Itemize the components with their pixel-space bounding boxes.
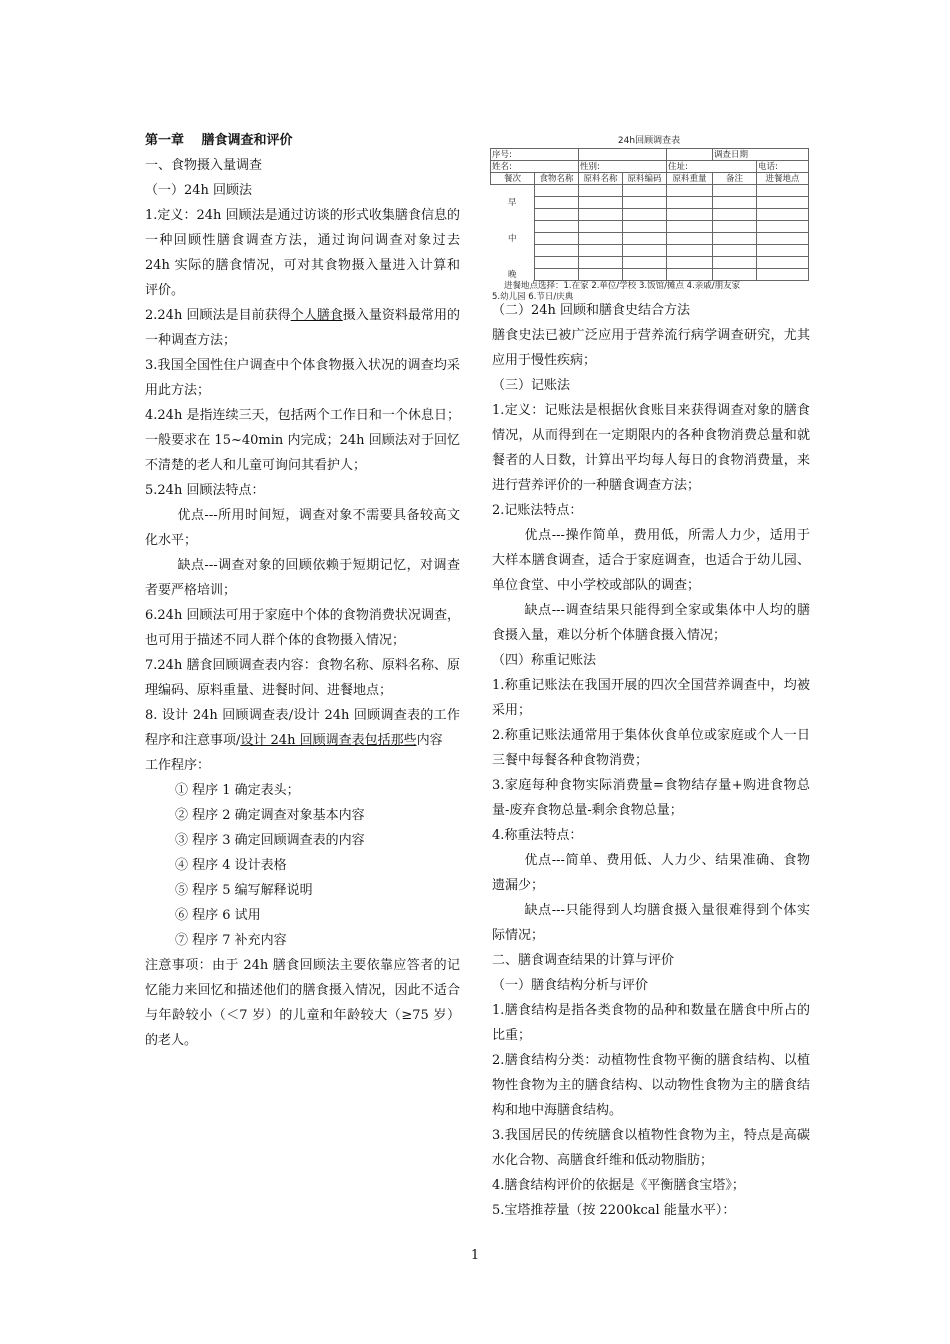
paragraph: 膳食史法已被广泛应用于营养流行病学调查研究，尤其应用于慢性疾病； [492, 328, 810, 368]
page-number: 1 [470, 1248, 480, 1263]
list-item: ④ 程序 4 设计表格 [175, 858, 287, 873]
paragraph: 1.定义：24h 回顾法是通过访谈的形式收集膳食信息的一种回顾性膳食调查方法，通过询问调查对象过去 24h 实际的膳食情况，可对其食物摄入量进入计算和评价。 [145, 208, 460, 298]
table-row [491, 269, 809, 281]
meal-label: 晚 [507, 269, 517, 280]
paragraph: 2.记账法特点： [492, 503, 583, 518]
column-header: 原料名称 [579, 173, 623, 185]
paragraph: 缺点---调查结果只能得到全家或集体中人均的膳食摄入量，难以分析个体膳食摄入情况； [492, 603, 810, 643]
column-header: 食物名称 [535, 173, 579, 185]
paragraph: 7.24h 膳食回顾调查表内容：食物名称、原料名称、原理编码、原料重量、进餐时间、进餐地点； [145, 658, 460, 698]
paragraph: 1.膳食结构是指各类食物的品种和数量在膳食中所占的比重； [492, 1003, 810, 1043]
table-header-row [491, 173, 809, 185]
paragraph: 3.我国全国性住户调查中个体食物摄入状况的调查均采用此方法； [145, 358, 460, 398]
column-header: 原料编码 [623, 173, 667, 185]
table-row [491, 149, 809, 161]
form-address: 住址: [667, 161, 757, 173]
underlined-text: 个人膳食 [290, 308, 343, 323]
paragraph: 2.24h 回顾法是目前获得个人膳食摄入量资料最常用的一种调查方法； [145, 308, 460, 348]
list-item: ⑤ 程序 5 编写解释说明 [175, 883, 313, 898]
left-column [145, 128, 460, 1053]
list-item: ① 程序 1 确定表头； [175, 783, 300, 798]
survey-form-figure [490, 136, 808, 303]
paragraph: 1.定义：记账法是根据伙食账目来获得调查对象的膳食情况，从而得到在一定期限内的各种食物消费总量和就餐者的人日数，计算出平均每人每日的食物消费量，来进行营养评价的一种膳食调查方法； [492, 403, 810, 493]
subsection-heading: （一）膳食结构分析与评价 [492, 978, 649, 993]
paragraph: 工作程序： [145, 758, 211, 773]
paragraph: 2.称重记账法通常用于集体伙食单位或家庭或个人一日三餐中每餐各种食物消费； [492, 728, 810, 768]
list-item: ⑦ 程序 7 补充内容 [175, 933, 287, 948]
form-note: 5.幼儿园 6.节日/庆典 [492, 292, 574, 302]
survey-form-table [490, 148, 809, 281]
subsection-heading: （一）24h 回顾法 [145, 183, 253, 198]
table-row [491, 245, 809, 257]
paragraph: 注意事项：由于 24h 膳食回顾法主要依靠应答者的记忆能力来回忆和描述他们的膳食摄入情况，因此不适合与年龄较小（＜7 岁）的儿童和年龄较大（≥75 岁）的老人。 [145, 958, 460, 1048]
column-header: 进餐地点 [757, 173, 809, 185]
column-header: 备注 [713, 173, 757, 185]
list-item: ③ 程序 3 确定回顾调查表的内容 [175, 833, 365, 848]
paragraph: 8. 设计 24h 回顾调查表/设计 24h 回顾调查表的工作程序和注意事项/设计 24h 回顾调查表包括那些内容 [145, 708, 460, 748]
meal-label: 早 [507, 197, 517, 208]
form-name: 姓名: [491, 161, 579, 173]
paragraph: 5.24h 回顾法特点： [145, 483, 265, 498]
chapter-title: 第一章 膳食调查和评价 [145, 133, 293, 148]
paragraph: 1.称重记账法在我国开展的四次全国营养调查中，均被采用； [492, 678, 810, 718]
subsection-heading: （四）称重记账法 [492, 653, 597, 668]
table-row [491, 257, 809, 269]
paragraph: 优点---所用时间短，调查对象不需要具备较高文化水平； [145, 508, 460, 548]
table-row [491, 197, 809, 209]
table-row [491, 233, 809, 245]
column-header: 餐次 [491, 173, 535, 185]
paragraph: 6.24h 回顾法可用于家庭中个体的食物消费状况调查，也可用于描述不同人群个体的食物摄入情况； [145, 608, 460, 648]
paragraph: 缺点---只能得到人均膳食摄入量很难得到个体实际情况； [492, 903, 810, 943]
column-header: 原料重量 [667, 173, 713, 185]
section-heading: 二、膳食调查结果的计算与评价 [492, 953, 675, 968]
form-title: 24h回顾调查表 [617, 136, 681, 146]
paragraph: 3.我国居民的传统膳食以植物性食物为主，特点是高碳水化合物、高膳食纤维和低动物脂肪； [492, 1128, 810, 1168]
table-row [491, 185, 809, 197]
form-date: 调查日期 [713, 149, 809, 161]
list-item: ⑥ 程序 6 试用 [175, 908, 261, 923]
paragraph: 5.宝塔推荐量（按 2200kcal 能量水平）： [492, 1203, 736, 1218]
form-gender: 性别: [579, 161, 667, 173]
paragraph: 2.膳食结构分类：动植物性食物平衡的膳食结构、以植物性食物为主的膳食结构、以动物性食物为主的膳食结构和地中海膳食结构。 [492, 1053, 810, 1118]
subsection-heading: （三）记账法 [492, 378, 571, 393]
form-serial: 序号: [491, 149, 579, 161]
underlined-text: 设计 24h 回顾调查表包括那些 [240, 733, 417, 748]
paragraph: 3.家庭每种食物实际消费量=食物结存量+购进食物总量-废弃食物总量-剩余食物总量； [492, 778, 810, 818]
meal-label: 中 [507, 233, 517, 244]
paragraph: 4.称重法特点： [492, 828, 583, 843]
section-heading: 一、食物摄入量调查 [145, 158, 263, 173]
paragraph: 4.24h 是指连续三天，包括两个工作日和一个休息日；一般要求在 15~40min 内完成；24h 回顾法对于回忆不清楚的老人和儿童可询问其看护人； [145, 408, 460, 473]
paragraph: 优点---简单、费用低、人力少、结果准确、食物遗漏少； [492, 853, 810, 893]
subsection-heading: （二）24h 回顾和膳食史结合方法 [492, 303, 691, 318]
paragraph: 缺点---调查对象的回顾依赖于短期记忆，对调查者要严格培训； [145, 558, 460, 598]
list-item: ② 程序 2 确定调查对象基本内容 [175, 808, 365, 823]
table-row [491, 209, 809, 221]
table-row [491, 221, 809, 233]
table-row [491, 161, 809, 173]
form-phone: 电话: [757, 161, 809, 173]
right-column [492, 298, 810, 1223]
paragraph: 优点---操作简单，费用低，所需人力少，适用于大样本膳食调查，适合于家庭调查，也适合于幼儿园、单位食堂、中小学校或部队的调查； [492, 528, 810, 593]
paragraph: 4.膳食结构评价的依据是《平衡膳食宝塔》； [492, 1178, 745, 1193]
form-note: 进餐地点选择：1.在家 2.单位/学校 3.饭馆/摊点 4.亲戚/朋友家 [504, 281, 741, 291]
